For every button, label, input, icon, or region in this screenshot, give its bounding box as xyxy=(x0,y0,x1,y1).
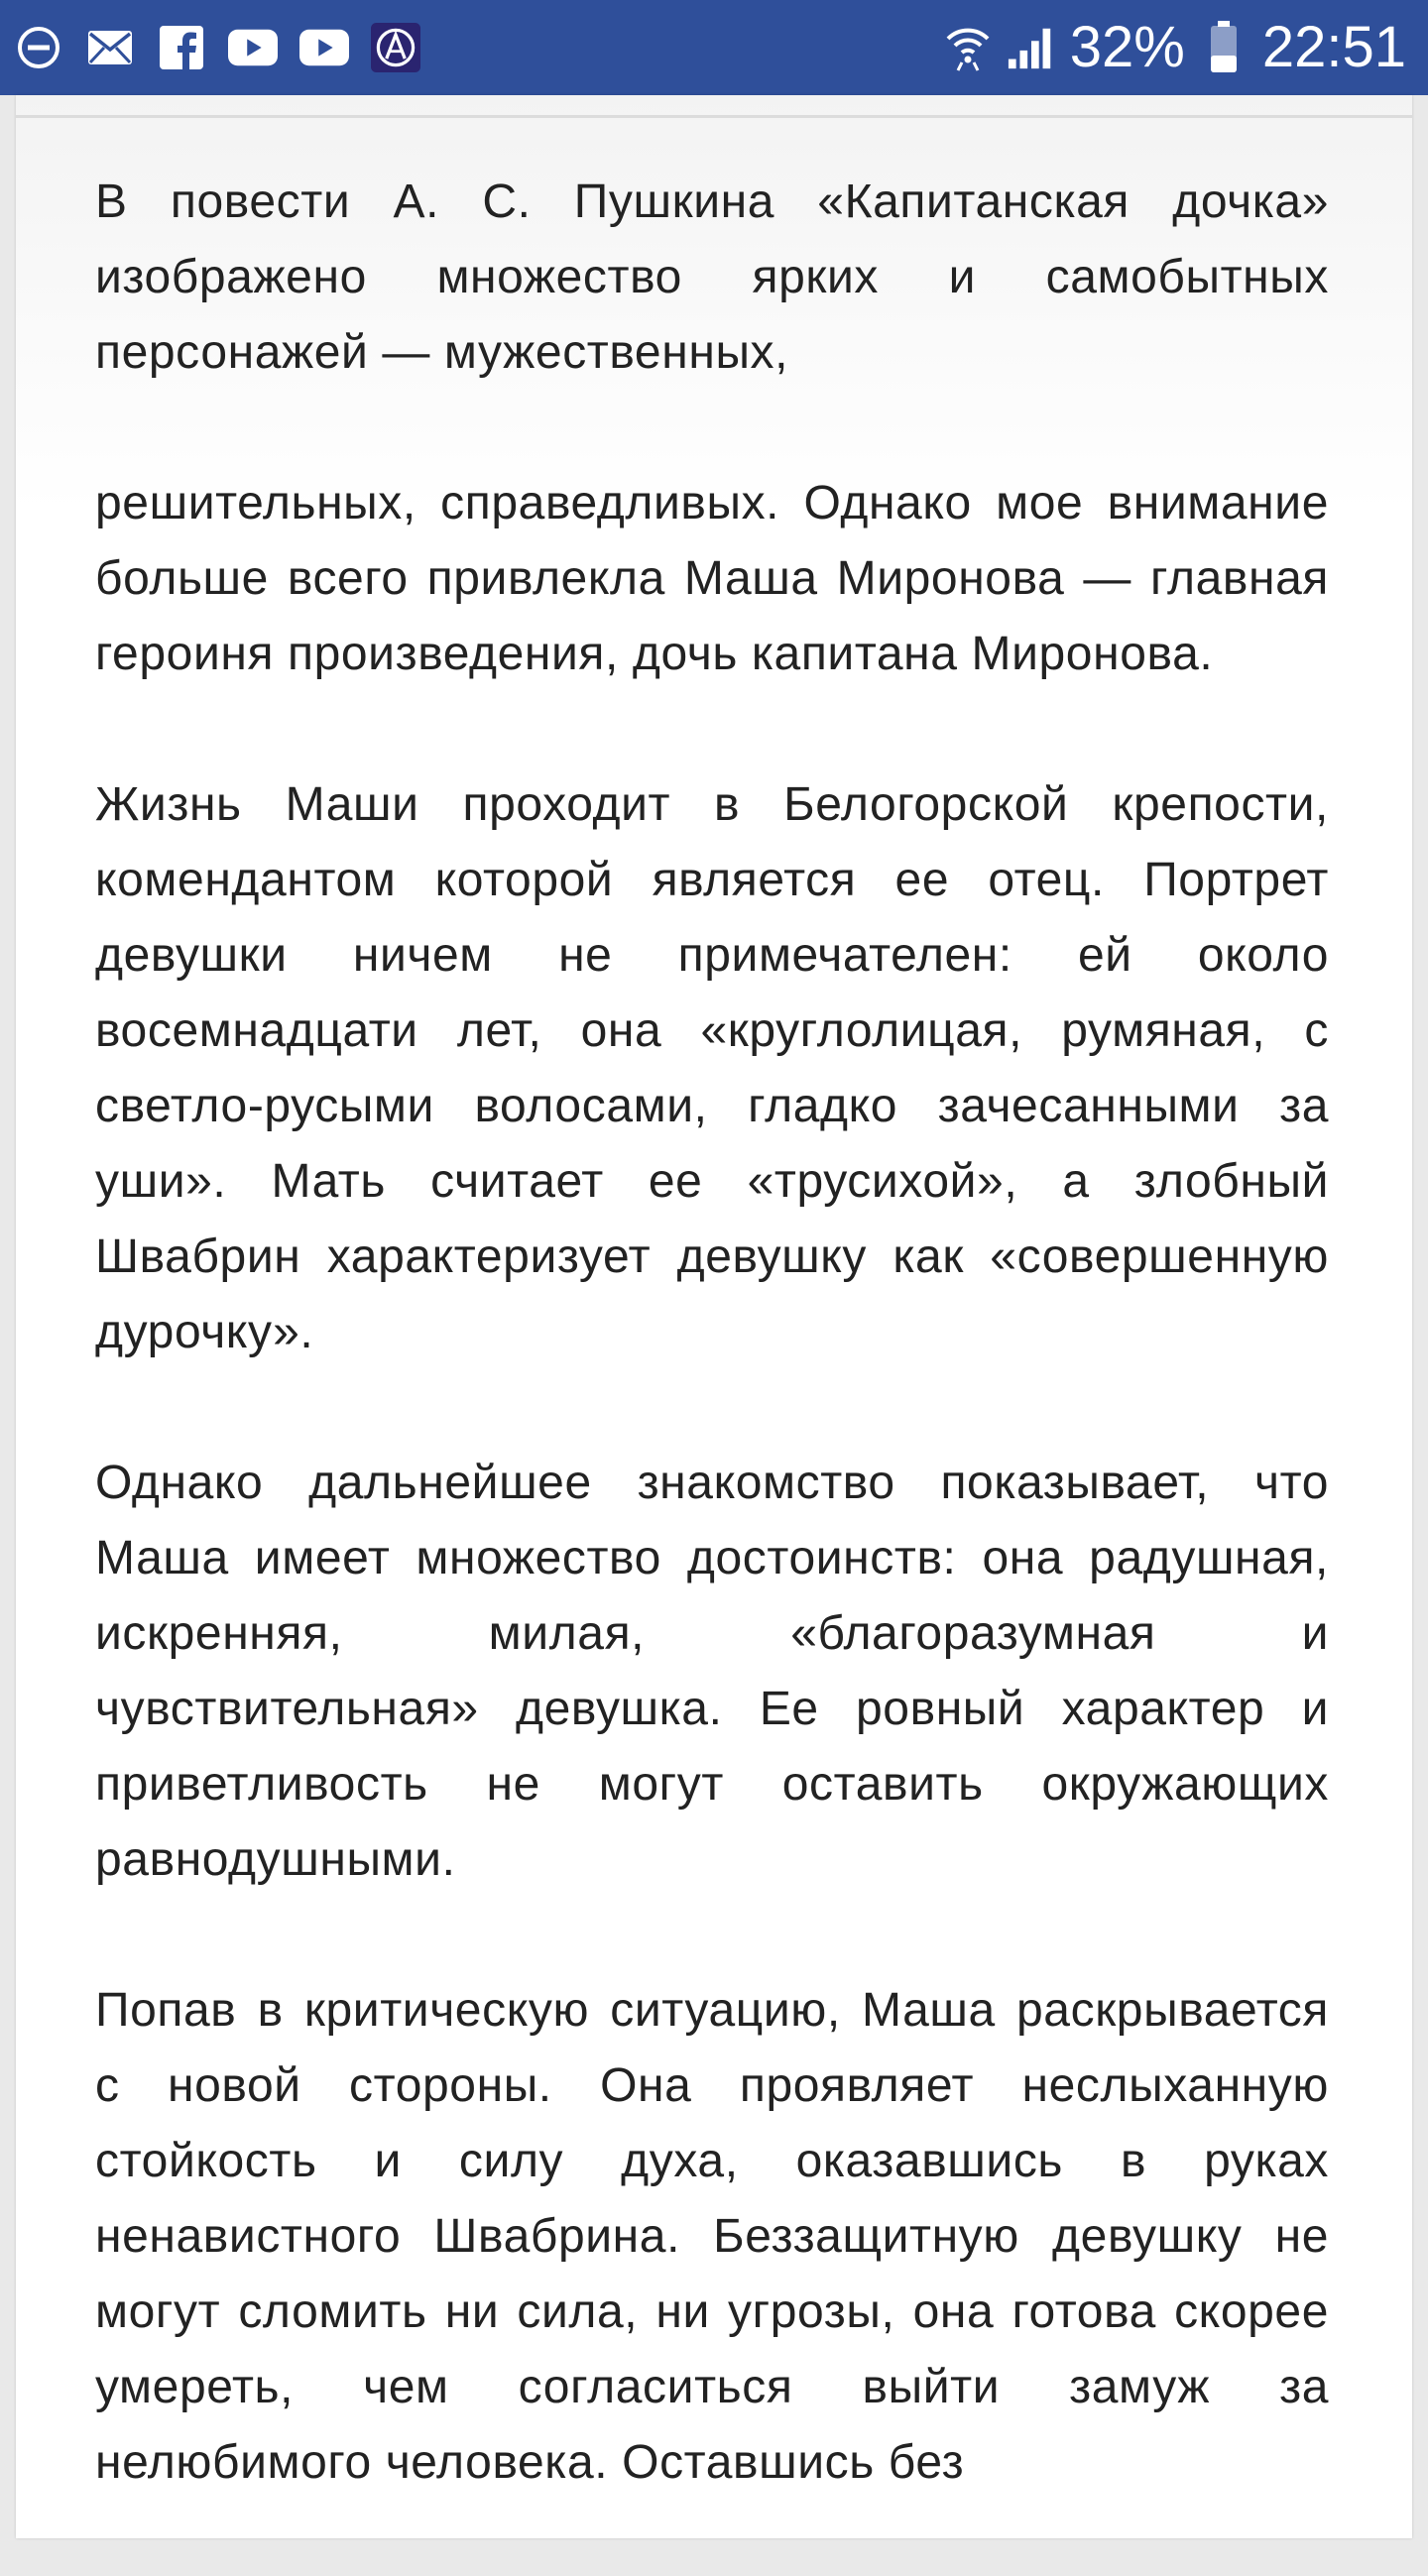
notification-icons xyxy=(14,23,420,72)
battery-percent: 32% xyxy=(1069,15,1185,79)
app-launcher-icon xyxy=(371,23,420,72)
article-paragraph: Попав в критическую ситуацию, Маша раскрывается с новой стороны. Она проявляет неслыханную стойкость и силу духа, оказавшись в руках ненавистного Швабрина. Беззащитную девушку не могут сломить ни сила, ни угрозы, она готова скорее умереть, чем согласиться выйти замуж за нелюбимого человека. Оставшись без xyxy=(95,1984,1329,2489)
status-bar xyxy=(0,0,1428,95)
facebook-icon xyxy=(157,23,206,72)
signal-icon xyxy=(1007,23,1056,72)
youtube-icon xyxy=(299,23,349,72)
battery-icon xyxy=(1199,23,1249,72)
article-paragraph: Жизнь Маши проходит в Белогорской крепости, комендантом которой является ее отец. Портрет девушки ничем не примечателен: ей около восемнадцати лет, она «круглолицая, румяная, с светло-русыми волосами, гладко зачесанными за уши». Мать считает ее «трусихой», а злобный Швабрин характеризует девушку как «совершенную дурочку». xyxy=(95,778,1329,1358)
article-paragraph: решительных, справедливых. Однако мое внимание больше всего привлекла Маша Миронова — главная героиня произведения, дочь капитана Миронова. xyxy=(95,477,1329,680)
article-paragraph: Однако дальнейшее знакомство показывает, что Маша имеет множество достоинств: она радушная, искренняя, милая, «благоразумная и чувствительная» девушка. Ее ровный характер и приветливость не могут оставить окружающих равнодушными. xyxy=(95,1457,1329,1886)
youtube-icon xyxy=(228,23,278,72)
mail-icon xyxy=(85,23,135,72)
wifi-icon xyxy=(943,23,993,72)
article-paragraph: В повести А. С. Пушкина «Капитанская дочка» изображено множество ярких и самобытных персонажей — мужественных, xyxy=(95,176,1329,379)
article-page[interactable] xyxy=(16,95,1412,2538)
system-indicators xyxy=(943,0,1406,95)
clock: 22:51 xyxy=(1261,15,1406,79)
do-not-disturb-icon xyxy=(14,23,63,72)
divider xyxy=(16,115,1412,118)
article-body xyxy=(95,165,1329,2576)
